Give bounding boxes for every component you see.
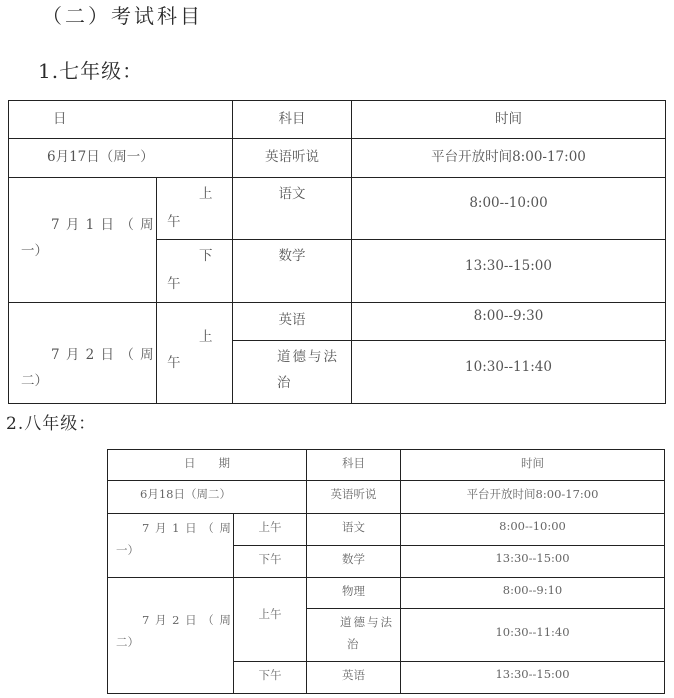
date-cell: 7 月 2 日 （ 周 二）	[108, 578, 234, 694]
date-cell: 6月17日（周一）	[9, 139, 233, 178]
time-cell: 13:30--15:00	[401, 662, 665, 694]
period-cell: 上 午	[157, 178, 233, 240]
table-row	[108, 578, 665, 609]
date-cell: 7 月 1 日 （ 周 一）	[108, 514, 234, 578]
header-date: 日	[9, 101, 233, 139]
header-time: 时间	[352, 101, 666, 139]
grade8-heading: 2.八年级：	[6, 414, 97, 434]
subject-cell: 数学	[307, 546, 401, 578]
time-cell: 13:30--15:00	[401, 546, 665, 578]
table-row	[9, 178, 666, 240]
header-date: 日 期	[108, 450, 307, 481]
table-header-row	[9, 101, 666, 139]
grade8-exam-table	[107, 449, 665, 694]
subject-cell: 数学	[233, 240, 352, 303]
date-cell: 7 月 2 日 （ 周 二）	[9, 303, 157, 404]
subject-cell: 物理	[307, 578, 401, 609]
time-cell: 10:30--11:40	[352, 341, 666, 404]
period-cell: 上午	[234, 578, 307, 662]
table-row	[9, 139, 666, 178]
time-cell: 13:30--15:00	[352, 240, 666, 303]
subject-cell: 语文	[307, 514, 401, 546]
section-title: （二）考试科目	[42, 4, 203, 28]
time-cell: 8:00--10:00	[352, 178, 666, 240]
header-subject: 科目	[307, 450, 401, 481]
time-cell: 平台开放时间8:00-17:00	[352, 139, 666, 178]
table-row	[108, 481, 665, 514]
subject-cell: 道德与法 治	[307, 609, 401, 662]
table-row	[108, 514, 665, 546]
table-header-row	[108, 450, 665, 481]
period-cell: 下 午	[157, 240, 233, 303]
period-cell: 下午	[234, 662, 307, 694]
header-subject: 科目	[233, 101, 352, 139]
period-cell: 上午	[234, 514, 307, 546]
time-cell: 10:30--11:40	[401, 609, 665, 662]
subject-cell: 英语	[307, 662, 401, 694]
period-cell: 下午	[234, 546, 307, 578]
grade7-exam-table	[8, 100, 666, 404]
subject-cell: 英语	[233, 303, 352, 341]
date-cell: 6月18日（周二）	[108, 481, 307, 514]
date-cell: 7 月 1 日 （ 周 一）	[9, 178, 157, 303]
time-cell: 8:00--9:30	[352, 303, 666, 341]
time-cell: 8:00--9:10	[401, 578, 665, 609]
header-time: 时间	[401, 450, 665, 481]
table-row	[9, 303, 666, 341]
period-cell: 上 午	[157, 303, 233, 404]
subject-cell: 英语听说	[307, 481, 401, 514]
subject-cell: 道德与法 治	[233, 341, 352, 404]
subject-cell: 语文	[233, 178, 352, 240]
grade7-heading: 1.七年级：	[38, 59, 144, 83]
subject-cell: 英语听说	[233, 139, 352, 178]
time-cell: 平台开放时间8:00-17:00	[401, 481, 665, 514]
time-cell: 8:00--10:00	[401, 514, 665, 546]
